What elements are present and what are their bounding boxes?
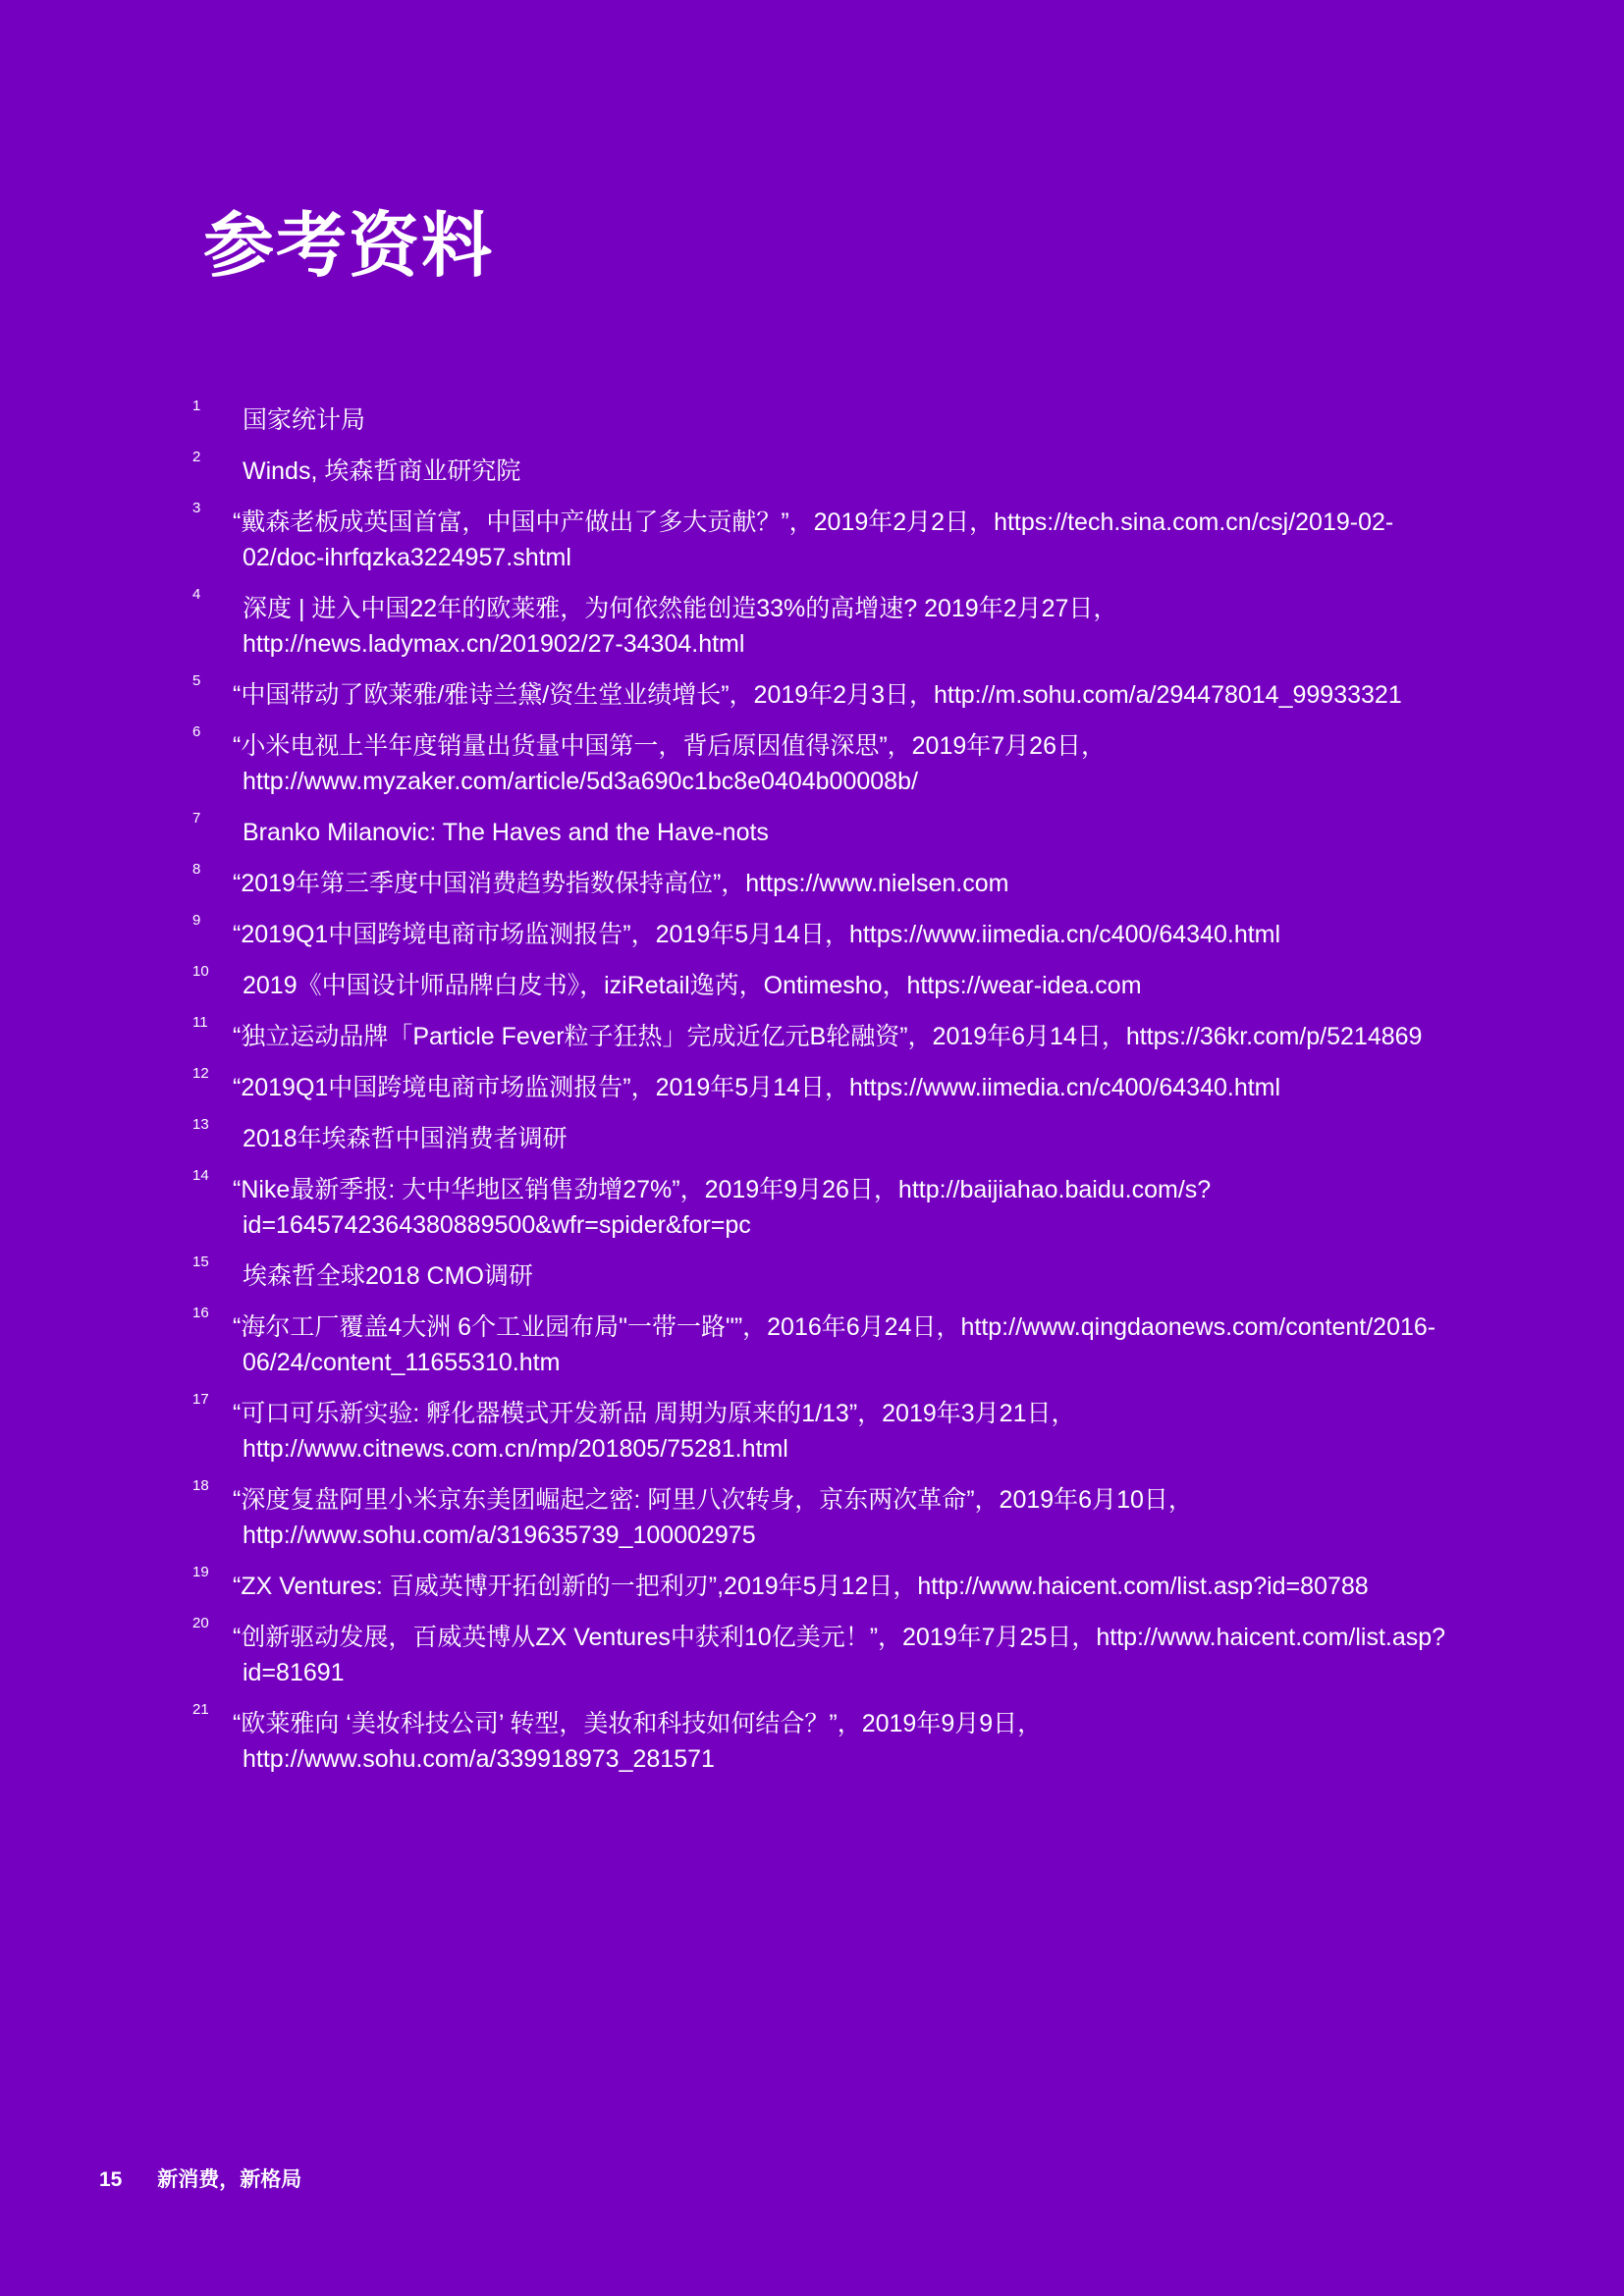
reference-number: 2 — [192, 449, 201, 465]
reference-number: 1 — [192, 398, 201, 414]
reference-item — [192, 1167, 1469, 1243]
reference-item — [192, 1305, 1469, 1380]
reference-number: 4 — [192, 586, 201, 603]
reference-number: 7 — [192, 810, 201, 827]
reference-item — [192, 500, 1469, 575]
reference-item — [192, 398, 1469, 438]
reference-item — [192, 449, 1469, 489]
reference-number: 20 — [192, 1615, 209, 1631]
reference-text: 2018年埃森哲中国消费者调研 — [243, 1125, 568, 1152]
report-title: 新消费，新格局 — [157, 2168, 302, 2191]
reference-text: “海尔工厂覆盖4大洲 6个工业园布局"一带一路"”，2016年6月24日，http://www.qingdaonews.com/content/2016-06/24/content_11655310.htm — [233, 1313, 1436, 1376]
reference-text: “Nike最新季报: 大中华地区销售劲增27%”，2019年9月26日，http://baijiahao.baidu.com/s?id=1645742364380889500&wfr=spider&for=pc — [233, 1176, 1212, 1239]
reference-text: “小米电视上半年度销量出货量中国第一，背后原因值得深思”，2019年7月26日，http://www.myzaker.com/article/5d3a690c1bc8e0404b00008b/ — [233, 732, 1106, 795]
reference-text: “2019Q1中国跨境电商市场监测报告”，2019年5月14日，https://www.iimedia.cn/c400/64340.html — [233, 921, 1281, 948]
reference-number: 13 — [192, 1116, 209, 1133]
reference-item — [192, 1477, 1469, 1553]
reference-text: 深度 | 进入中国22年的欧莱雅，为何依然能创造33%的高增速? 2019年2月27日，http://news.ladymax.cn/201902/27-34304.html — [243, 595, 1118, 658]
reference-number: 15 — [192, 1254, 209, 1270]
reference-number: 19 — [192, 1564, 209, 1580]
reference-text: Branko Milanovic: The Haves and the Have-nots — [243, 819, 769, 846]
reference-text: Winds, 埃森哲商业研究院 — [243, 457, 521, 485]
reference-number: 14 — [192, 1167, 209, 1184]
reference-item — [192, 1701, 1469, 1777]
reference-number: 9 — [192, 912, 201, 929]
reference-text: “中国带动了欧莱雅/雅诗兰黛/资生堂业绩增长”，2019年2月3日，http://m.sohu.com/a/294478014_99933321 — [233, 681, 1402, 709]
reference-number: 17 — [192, 1391, 209, 1408]
reference-item — [192, 1014, 1469, 1054]
reference-item — [192, 861, 1469, 901]
reference-text: 埃森哲全球2018 CMO调研 — [243, 1262, 533, 1290]
reference-item — [192, 1254, 1469, 1294]
page-title: 参考资料 — [203, 207, 495, 286]
reference-item — [192, 586, 1469, 662]
reference-text: “欧莱雅向 ‘美妆科技公司’ 转型，美妆和科技如何结合？”，2019年9月9日，http://www.sohu.com/a/339918973_281571 — [233, 1710, 1043, 1773]
reference-item — [192, 1391, 1469, 1467]
reference-number: 5 — [192, 672, 201, 689]
reference-text: “深度复盘阿里小米京东美团崛起之密: 阿里八次转身，京东两次革命”，2019年6月10日，http://www.sohu.com/a/319635739_100002975 — [233, 1486, 1193, 1549]
reference-text: “创新驱动发展，百威英博从ZX Ventures中获利10亿美元！”，2019年7月25日，http://www.haicent.com/list.asp?id=81691 — [233, 1624, 1446, 1686]
reference-item — [192, 1065, 1469, 1105]
reference-text: “ZX Ventures: 百威英博开拓创新的一把利刃”,2019年5月12日，http://www.haicent.com/list.asp?id=80788 — [233, 1573, 1369, 1600]
reference-item — [192, 1615, 1469, 1690]
reference-item — [192, 1116, 1469, 1156]
reference-number: 16 — [192, 1305, 209, 1321]
reference-text: “2019Q1中国跨境电商市场监测报告”，2019年5月14日，https://www.iimedia.cn/c400/64340.html — [233, 1074, 1281, 1101]
reference-item — [192, 723, 1469, 799]
reference-text: “戴森老板成英国首富，中国中产做出了多大贡献？”，2019年2月2日，https://tech.sina.com.cn/csj/2019-02-02/doc-ihrfqzka3224957.shtml — [233, 508, 1394, 571]
reference-item — [192, 672, 1469, 713]
reference-text: “2019年第三季度中国消费趋势指数保持高位”，https://www.nielsen.com — [233, 870, 1009, 897]
reference-number: 10 — [192, 963, 209, 980]
reference-text: “独立运动品牌「Particle Fever粒子狂热」完成近亿元B轮融资”，2019年6月14日，https://36kr.com/p/5214869 — [233, 1023, 1423, 1050]
reference-text: 国家统计局 — [243, 406, 366, 434]
reference-text: “可口可乐新实验: 孵化器模式开发新品 周期为原来的1/13”，2019年3月21日，http://www.citnews.com.cn/mp/201805/75281.html — [233, 1400, 1076, 1463]
reference-number: 12 — [192, 1065, 209, 1082]
reference-item — [192, 912, 1469, 952]
reference-list — [192, 398, 1469, 1792]
page-footer — [99, 2165, 301, 2195]
reference-item — [192, 1564, 1469, 1604]
reference-number: 21 — [192, 1701, 209, 1718]
reference-number: 18 — [192, 1477, 209, 1494]
reference-text: 2019《中国设计师品牌白皮书》，iziRetail逸芮，Ontimesho，https://wear-idea.com — [243, 972, 1142, 999]
reference-number: 11 — [192, 1014, 208, 1031]
reference-number: 8 — [192, 861, 201, 878]
reference-item — [192, 963, 1469, 1003]
reference-number: 3 — [192, 500, 201, 516]
page-number: 15 — [99, 2168, 123, 2191]
reference-item — [192, 810, 1469, 850]
reference-number: 6 — [192, 723, 201, 740]
